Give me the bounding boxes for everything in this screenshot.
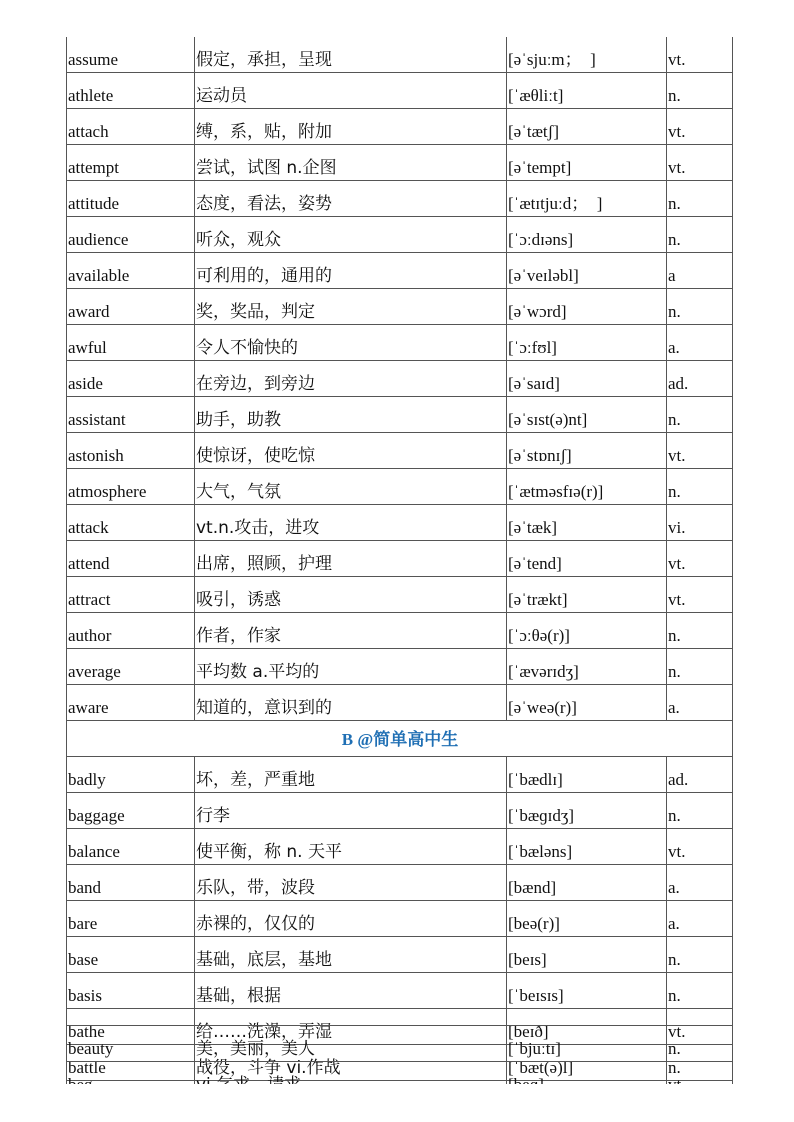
table-row bbox=[67, 865, 733, 901]
part-of-speech-cell: ad. bbox=[667, 361, 733, 397]
table-row bbox=[67, 757, 733, 793]
phonetic-cell: [əˈtrækt] bbox=[507, 577, 667, 613]
word-cell: badly bbox=[67, 757, 195, 793]
table-row bbox=[67, 397, 733, 433]
meaning-cell: 知道的，意识到的 bbox=[195, 685, 507, 721]
table-row bbox=[67, 505, 733, 541]
part-of-speech-cell: vt. bbox=[667, 109, 733, 145]
part-of-speech-cell: n. bbox=[667, 289, 733, 325]
meaning-cell: 出席，照顾，护理 bbox=[195, 541, 507, 577]
phonetic-cell: [ˈæθliːt] bbox=[507, 73, 667, 109]
word-cell: assistant bbox=[67, 397, 195, 433]
phonetic-cell: [ˈbæt(ə)l] bbox=[507, 1045, 667, 1081]
meaning-cell: vt.n.攻击，进攻 bbox=[195, 505, 507, 541]
word-cell: attach bbox=[67, 109, 195, 145]
phonetic-cell: [ˈbædlɪ] bbox=[507, 757, 667, 793]
table-row bbox=[67, 253, 733, 289]
part-of-speech-cell: n. bbox=[667, 181, 733, 217]
table-row bbox=[67, 37, 733, 73]
meaning-cell: 吸引，诱惑 bbox=[195, 577, 507, 613]
table-row bbox=[67, 1026, 733, 1062]
table-row bbox=[67, 325, 733, 361]
word-cell: aware bbox=[67, 685, 195, 721]
part-of-speech-cell: n. bbox=[667, 613, 733, 649]
part-of-speech-cell: vt. bbox=[667, 433, 733, 469]
word-cell: audience bbox=[67, 217, 195, 253]
section-header-row bbox=[67, 721, 733, 757]
meaning-cell: 尝试，试图 n.企图 bbox=[195, 145, 507, 181]
meaning-cell: 助手，助教 bbox=[195, 397, 507, 433]
word-cell: balance bbox=[67, 829, 195, 865]
word-cell: atmosphere bbox=[67, 469, 195, 505]
meaning-cell: 缚，系，贴，附加 bbox=[195, 109, 507, 145]
table-row bbox=[67, 145, 733, 181]
table-row bbox=[67, 685, 733, 721]
phonetic-cell: [ˈbjuːtɪ] bbox=[507, 1026, 667, 1062]
meaning-cell: 作者，作家 bbox=[195, 613, 507, 649]
table-row bbox=[67, 649, 733, 685]
phonetic-cell: [beɪð] bbox=[507, 1009, 667, 1045]
meaning-cell: 令人不愉快的 bbox=[195, 325, 507, 361]
word-cell: athlete bbox=[67, 73, 195, 109]
phonetic-cell: [əˈsɪst(ə)nt] bbox=[507, 397, 667, 433]
word-cell: base bbox=[67, 937, 195, 973]
table-row bbox=[67, 577, 733, 613]
meaning-cell: 在旁边，到旁边 bbox=[195, 361, 507, 397]
part-of-speech-cell: a. bbox=[667, 865, 733, 901]
meaning-cell: 平均数 a.平均的 bbox=[195, 649, 507, 685]
table-row bbox=[67, 469, 733, 505]
part-of-speech-cell: n. bbox=[667, 793, 733, 829]
part-of-speech-cell: a. bbox=[667, 325, 733, 361]
word-cell: author bbox=[67, 613, 195, 649]
phonetic-cell: [əˈweə(r)] bbox=[507, 685, 667, 721]
part-of-speech-cell: vt. bbox=[667, 37, 733, 73]
table-row bbox=[67, 973, 733, 1009]
table-row bbox=[67, 901, 733, 937]
phonetic-cell: [beɪs] bbox=[507, 937, 667, 973]
word-cell: bare bbox=[67, 901, 195, 937]
meaning-cell: 使惊讶，使吃惊 bbox=[195, 433, 507, 469]
part-of-speech-cell: vi. bbox=[667, 505, 733, 541]
word-cell: basis bbox=[67, 973, 195, 1009]
table-row bbox=[67, 181, 733, 217]
table-row bbox=[67, 433, 733, 469]
part-of-speech-cell: ad. bbox=[667, 757, 733, 793]
part-of-speech-cell: n. bbox=[667, 217, 733, 253]
table-row bbox=[67, 109, 733, 145]
word-cell: aside bbox=[67, 361, 195, 397]
table-row bbox=[67, 829, 733, 865]
phonetic-cell: [ˈɔːdɪəns] bbox=[507, 217, 667, 253]
word-cell: attend bbox=[67, 541, 195, 577]
part-of-speech-cell: vt. bbox=[667, 145, 733, 181]
part-of-speech-cell: n. bbox=[667, 973, 733, 1009]
table-row bbox=[67, 361, 733, 397]
phonetic-cell: [əˈtætʃ] bbox=[507, 109, 667, 145]
table-row bbox=[67, 613, 733, 649]
meaning-cell: 基础，底层，基地 bbox=[195, 937, 507, 973]
part-of-speech-cell: n. bbox=[667, 1026, 733, 1062]
phonetic-cell: [əˈtæk] bbox=[507, 505, 667, 541]
part-of-speech-cell: n. bbox=[667, 469, 733, 505]
word-cell: beauty bbox=[67, 1026, 195, 1062]
meaning-cell: 乐队，带，波段 bbox=[195, 865, 507, 901]
word-cell: astonish bbox=[67, 433, 195, 469]
meaning-cell: 战役，斗争 vi.作战 bbox=[195, 1045, 507, 1081]
section-b-title: B @简单高中生 bbox=[67, 721, 733, 757]
phonetic-cell: [ˈætməsfɪə(r)] bbox=[507, 469, 667, 505]
phonetic-cell: [ˈbæləns] bbox=[507, 829, 667, 865]
meaning-cell: 行李 bbox=[195, 793, 507, 829]
table-body-a bbox=[67, 37, 733, 1081]
part-of-speech-cell: a. bbox=[667, 685, 733, 721]
phonetic-cell: [bænd] bbox=[507, 865, 667, 901]
phonetic-cell: [ˈɔːθə(r)] bbox=[507, 613, 667, 649]
phonetic-cell: [əˈwɔrd] bbox=[507, 289, 667, 325]
word-cell: attract bbox=[67, 577, 195, 613]
phonetic-cell: [əˈtempt] bbox=[507, 145, 667, 181]
part-of-speech-cell: n. bbox=[667, 397, 733, 433]
phonetic-cell: [əˈstɒnɪʃ] bbox=[507, 433, 667, 469]
meaning-cell: 基础，根据 bbox=[195, 973, 507, 1009]
word-cell: assume bbox=[67, 37, 195, 73]
phonetic-cell: [ˈætɪtjuːd； ] bbox=[507, 181, 667, 217]
meaning-cell: 运动员 bbox=[195, 73, 507, 109]
meaning-cell: 可利用的，通用的 bbox=[195, 253, 507, 289]
part-of-speech-cell: vt. bbox=[667, 577, 733, 613]
word-cell: award bbox=[67, 289, 195, 325]
table-row bbox=[67, 217, 733, 253]
phonetic-cell: [əˈveɪləbl] bbox=[507, 253, 667, 289]
word-cell: bathe bbox=[67, 1009, 195, 1045]
word-cell: baggage bbox=[67, 793, 195, 829]
table-row bbox=[67, 289, 733, 325]
phonetic-cell: [beə(r)] bbox=[507, 901, 667, 937]
word-cell: awful bbox=[67, 325, 195, 361]
part-of-speech-cell: n. bbox=[667, 1045, 733, 1081]
phonetic-cell: [ˈbæɡɪdʒ] bbox=[507, 793, 667, 829]
table-row bbox=[67, 541, 733, 577]
part-of-speech-cell: a bbox=[667, 253, 733, 289]
vocabulary-table bbox=[66, 37, 733, 1081]
meaning-cell: 美，美丽，美人 bbox=[195, 1026, 507, 1062]
meaning-cell: 假定，承担，呈现 bbox=[195, 37, 507, 73]
word-cell: attack bbox=[67, 505, 195, 541]
table-row bbox=[67, 793, 733, 829]
table-row bbox=[67, 73, 733, 109]
part-of-speech-cell: n. bbox=[667, 73, 733, 109]
word-cell: available bbox=[67, 253, 195, 289]
word-cell: battle bbox=[67, 1045, 195, 1081]
word-cell: average bbox=[67, 649, 195, 685]
part-of-speech-cell: n. bbox=[667, 937, 733, 973]
part-of-speech-cell: vt. bbox=[667, 1009, 733, 1045]
word-cell: band bbox=[67, 865, 195, 901]
table-row bbox=[67, 937, 733, 973]
meaning-cell: 大气，气氛 bbox=[195, 469, 507, 505]
meaning-cell: 态度，看法，姿势 bbox=[195, 181, 507, 217]
meaning-cell: 奖，奖品，判定 bbox=[195, 289, 507, 325]
part-of-speech-cell: n. bbox=[667, 649, 733, 685]
word-cell: attempt bbox=[67, 145, 195, 181]
phonetic-cell: [ˈɔːfʊl] bbox=[507, 325, 667, 361]
phonetic-cell: [ˈbeɪsɪs] bbox=[507, 973, 667, 1009]
phonetic-cell: [əˈtend] bbox=[507, 541, 667, 577]
phonetic-cell: [əˈsjuːm； ] bbox=[507, 37, 667, 73]
phonetic-cell: [ˈævərɪdʒ] bbox=[507, 649, 667, 685]
meaning-cell: 使平衡，称 n. 天平 bbox=[195, 829, 507, 865]
word-cell: attitude bbox=[67, 181, 195, 217]
part-of-speech-cell: a. bbox=[667, 901, 733, 937]
meaning-cell: 给……洗澡，弄湿 bbox=[195, 1009, 507, 1045]
phonetic-cell: [əˈsaɪd] bbox=[507, 361, 667, 397]
meaning-cell: 赤裸的，仅仅的 bbox=[195, 901, 507, 937]
meaning-cell: 听众，观众 bbox=[195, 217, 507, 253]
meaning-cell: 坏，差，严重地 bbox=[195, 757, 507, 793]
part-of-speech-cell: vt. bbox=[667, 541, 733, 577]
part-of-speech-cell: vt. bbox=[667, 829, 733, 865]
page-bottom-margin bbox=[0, 1084, 794, 1122]
